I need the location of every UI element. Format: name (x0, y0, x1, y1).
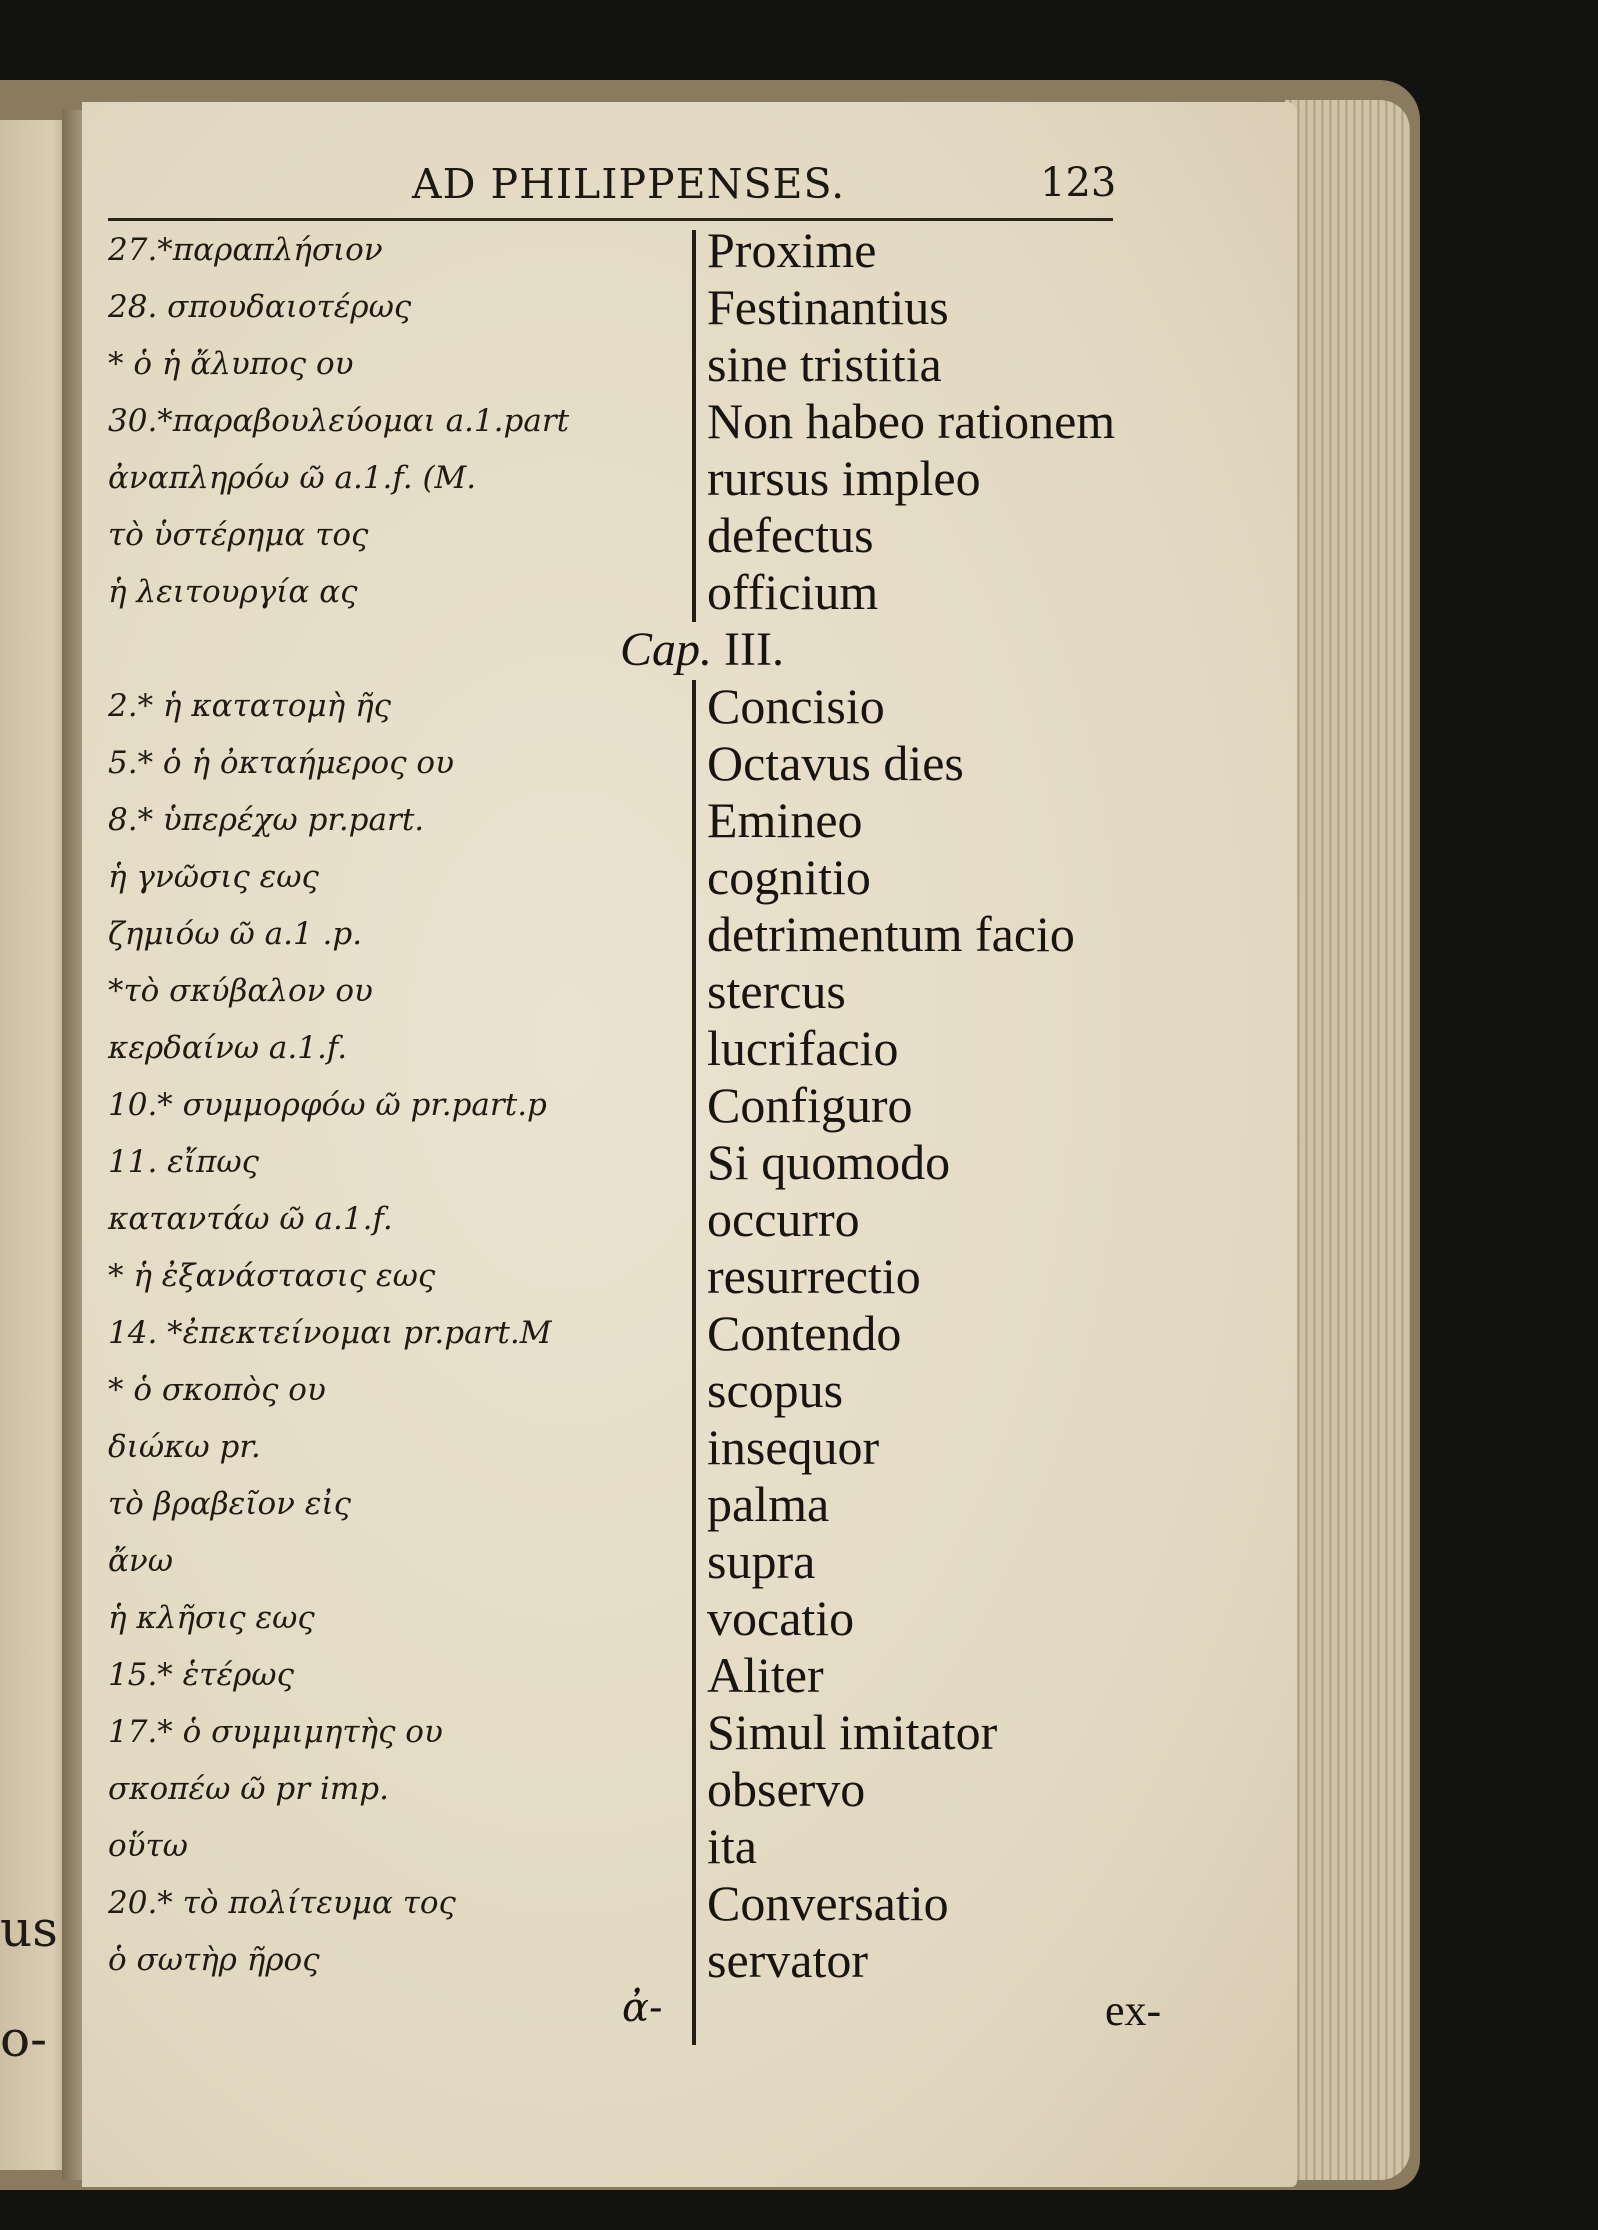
greek-term: ὁ σωτὴρ ῆρος (108, 1942, 320, 1978)
latin-gloss: occurro (707, 1191, 860, 1247)
latin-gloss: insequor (707, 1419, 880, 1475)
entry-row (0, 279, 1598, 336)
greek-term: 20.* τὸ πολίτευμα τος (108, 1885, 456, 1921)
entry-row (0, 222, 1598, 279)
greek-term: *τὸ σκύβαλον ου (108, 973, 373, 1009)
entry-row (0, 849, 1598, 906)
entry-row (0, 1191, 1598, 1248)
latin-gloss: palma (707, 1476, 830, 1532)
greek-term: 27.*παραπλήσιον (108, 232, 383, 268)
greek-term: ἄνω (108, 1543, 174, 1579)
entry-row (0, 1077, 1598, 1134)
greek-term: 30.*παραβουλεύομαι a.1.part (108, 403, 570, 439)
greek-term: ἡ κλῆσις εως (108, 1600, 315, 1636)
greek-term: διώκω pr. (108, 1429, 261, 1465)
latin-gloss: resurrectio (707, 1248, 921, 1304)
greek-term: τὸ ὑστέρημα τος (108, 517, 369, 553)
facing-page-fragment: us (0, 1900, 58, 1958)
chapter-prefix: Cap. (620, 623, 713, 676)
greek-term: 28. σπουδαιοτέρως (108, 289, 412, 325)
greek-term: 5.* ὁ ἡ ὀκταήμερος ου (108, 745, 454, 781)
latin-gloss: Festinantius (707, 279, 949, 335)
greek-term: οὕτω (108, 1828, 188, 1864)
entry-row (0, 450, 1598, 507)
entry-row (0, 564, 1598, 621)
entry-row (0, 1419, 1598, 1476)
greek-term: ἀναπληρόω ῶ a.1.f. (M. (108, 460, 477, 496)
greek-term: 17.* ὁ συμμιμητὴς ου (108, 1714, 443, 1750)
latin-gloss: Proxime (707, 222, 877, 278)
entry-row (0, 678, 1598, 735)
chapter-heading (620, 622, 784, 677)
latin-gloss: Octavus dies (707, 735, 964, 791)
latin-gloss: vocatio (707, 1590, 855, 1646)
entry-row (0, 1647, 1598, 1704)
latin-gloss: Si quomodo (707, 1134, 951, 1190)
facing-page-fragment: o- (0, 2010, 47, 2068)
entry-row (0, 1362, 1598, 1419)
greek-term: * ὁ ἡ ἄλυπος ου (108, 346, 354, 382)
header-rule (108, 218, 1113, 221)
greek-term: κερδαίνω a.1.f. (108, 1030, 348, 1066)
entry-row (0, 1020, 1598, 1077)
greek-term: * ὁ σκοπὸς ου (108, 1372, 326, 1408)
greek-term: 14. *ἐπεκτείνομαι pr.part.M (108, 1315, 552, 1351)
latin-gloss: supra (707, 1533, 816, 1589)
latin-gloss: Simul imitator (707, 1704, 998, 1760)
entry-row (0, 1533, 1598, 1590)
latin-gloss: Aliter (707, 1647, 824, 1703)
latin-gloss: Emineo (707, 792, 863, 848)
entry-row (0, 1305, 1598, 1362)
greek-catchword: ἀ- (622, 1985, 663, 2031)
running-head: AD PHILIPPENSES. (412, 160, 846, 208)
greek-term: ἡ λειτουργία ας (108, 574, 358, 610)
latin-gloss: scopus (707, 1362, 844, 1418)
page-number: 123 (1040, 160, 1117, 206)
greek-term: 10.* συμμορφόω ῶ pr.part.p (108, 1087, 547, 1123)
greek-term: 8.* ὑπερέχω pr.part. (108, 802, 425, 838)
latin-gloss: defectus (707, 507, 874, 563)
entry-row (0, 507, 1598, 564)
entry-row (0, 1704, 1598, 1761)
chapter-number: III. (724, 623, 784, 676)
entry-row (0, 1590, 1598, 1647)
entry-row (0, 1134, 1598, 1191)
entry-row (0, 963, 1598, 1020)
latin-gloss: lucrifacio (707, 1020, 899, 1076)
greek-term: 15.* ἑτέρως (108, 1657, 294, 1693)
entry-row (0, 1875, 1598, 1932)
latin-gloss: officium (707, 564, 879, 620)
latin-catchword: ex- (1105, 1986, 1162, 2035)
latin-gloss: rursus impleo (707, 450, 981, 506)
latin-gloss: Conversatio (707, 1875, 949, 1931)
entry-row (0, 906, 1598, 963)
latin-gloss: stercus (707, 963, 846, 1019)
greek-term: * ἡ ἐξανάστασις εως (108, 1258, 436, 1294)
latin-gloss: servator (707, 1932, 869, 1988)
greek-term: ἡ γνῶσις εως (108, 859, 319, 895)
latin-gloss: sine tristitia (707, 336, 942, 392)
greek-term: 11. εἴπως (108, 1144, 259, 1180)
entry-row (0, 1761, 1598, 1818)
greek-term: σκοπέω ῶ pr imp. (108, 1771, 389, 1807)
greek-term: τὸ βραβεῖον εἰς (108, 1486, 351, 1522)
latin-gloss: observo (707, 1761, 866, 1817)
entry-row (0, 1932, 1598, 1989)
entry-row (0, 393, 1598, 450)
greek-term: ζημιόω ῶ a.1 .p. (108, 916, 363, 952)
entry-row (0, 336, 1598, 393)
greek-term: 2.* ἡ κατατομὴ ῆς (108, 688, 392, 724)
entry-row (0, 735, 1598, 792)
entry-row (0, 792, 1598, 849)
latin-gloss: Configuro (707, 1077, 913, 1133)
latin-gloss: Concisio (707, 678, 885, 734)
latin-gloss: ita (707, 1818, 757, 1874)
latin-gloss: Non habeo rationem (707, 393, 1116, 449)
greek-term: καταντάω ῶ a.1.f. (108, 1201, 393, 1237)
entry-row (0, 1818, 1598, 1875)
latin-gloss: Contendo (707, 1305, 902, 1361)
latin-gloss: cognitio (707, 849, 871, 905)
entry-row (0, 1476, 1598, 1533)
entry-row (0, 1248, 1598, 1305)
latin-gloss: detrimentum facio (707, 906, 1075, 962)
